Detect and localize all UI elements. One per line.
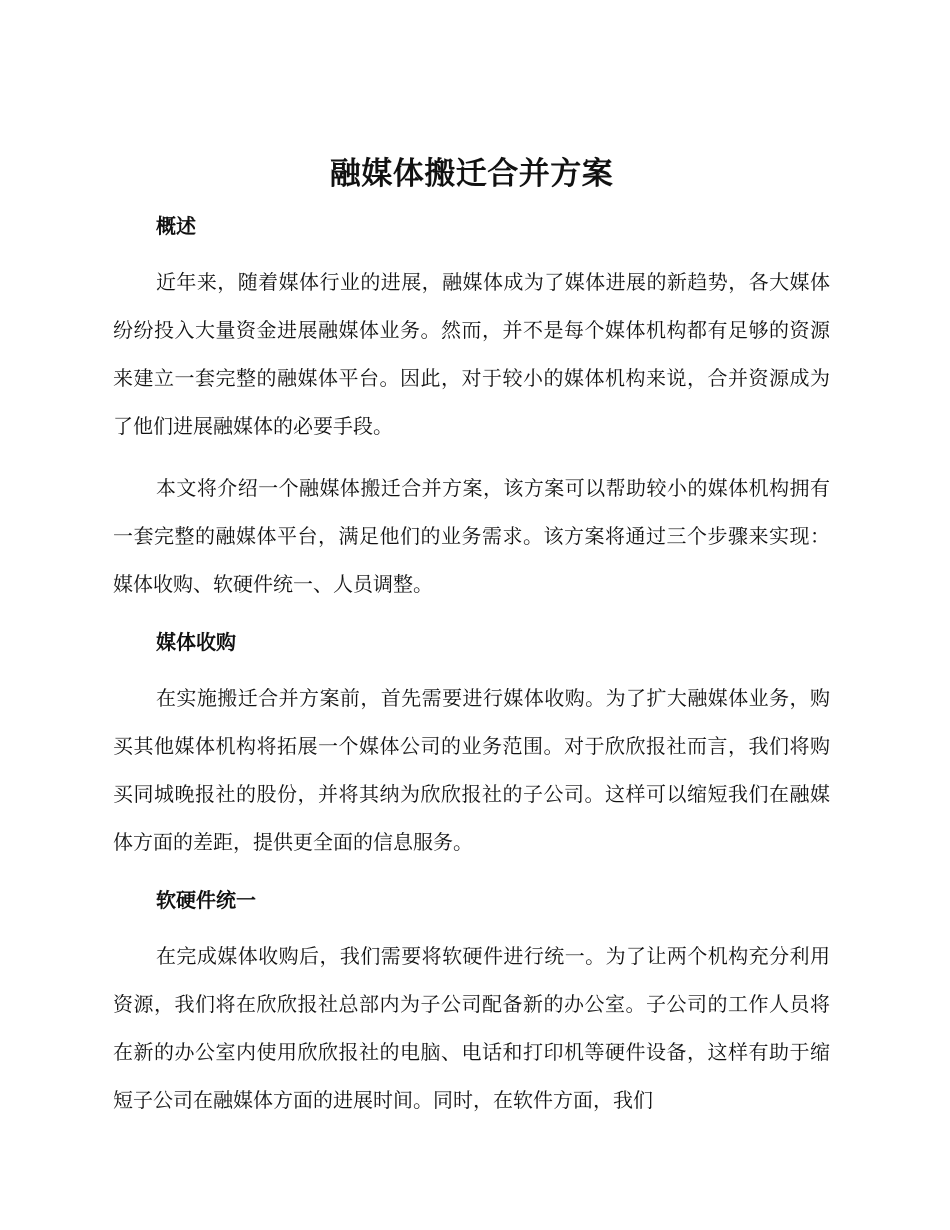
spacer bbox=[113, 866, 830, 884]
spacer bbox=[113, 242, 830, 258]
spacer bbox=[113, 608, 830, 626]
spacer bbox=[113, 658, 830, 674]
paragraph-overview-1: 近年来，随着媒体行业的进展，融媒体成为了媒体进展的新趋势，各大媒体纷纷投入大量资金进展融媒体业务。然而，并不是每个媒体机构都有足够的资源来建立一套完整的融媒体平台。因此，对于较小的媒体机构来说，合并资源成为了他们进展融媒体的必要手段。 bbox=[113, 270, 830, 438]
paragraph-hardware-software: 在完成媒体收购后，我们需要将软硬件进行统一。为了让两个机构充分利用资源，我们将在欣欣报社总部内为子公司配备新的办公室。子公司的工作人员将在新的办公室内使用欣欣报社的电脑、电话和打印机等硬件设备，这样有助于缩短子公司在融媒体方面的进展时间。同时，在软件方面，我们 bbox=[113, 944, 830, 1112]
spacer bbox=[113, 450, 830, 464]
paragraph-overview-2: 本文将介绍一个融媒体搬迁合并方案，该方案可以帮助较小的媒体机构拥有一套完整的融媒体平台，满足他们的业务需求。该方案将通过三个步骤来实现：媒体收购、软硬件统一、人员调整。 bbox=[113, 476, 830, 596]
spacer bbox=[113, 916, 830, 932]
section-heading-overview: 概述 bbox=[156, 214, 196, 238]
section-heading-media-acquisition: 媒体收购 bbox=[156, 630, 236, 654]
paragraph-media-acquisition: 在实施搬迁合并方案前，首先需要进行媒体收购。为了扩大融媒体业务，购买其他媒体机构将拓展一个媒体公司的业务范围。对于欣欣报社而言，我们将购买同城晚报社的股份，并将其纳为欣欣报社的子公司。这样可以缩短我们在融媒体方面的差距，提供更全面的信息服务。 bbox=[113, 686, 830, 854]
section-heading-hardware-software: 软硬件统一 bbox=[156, 888, 256, 912]
document-title: 融媒体搬迁合并方案 bbox=[329, 156, 614, 192]
